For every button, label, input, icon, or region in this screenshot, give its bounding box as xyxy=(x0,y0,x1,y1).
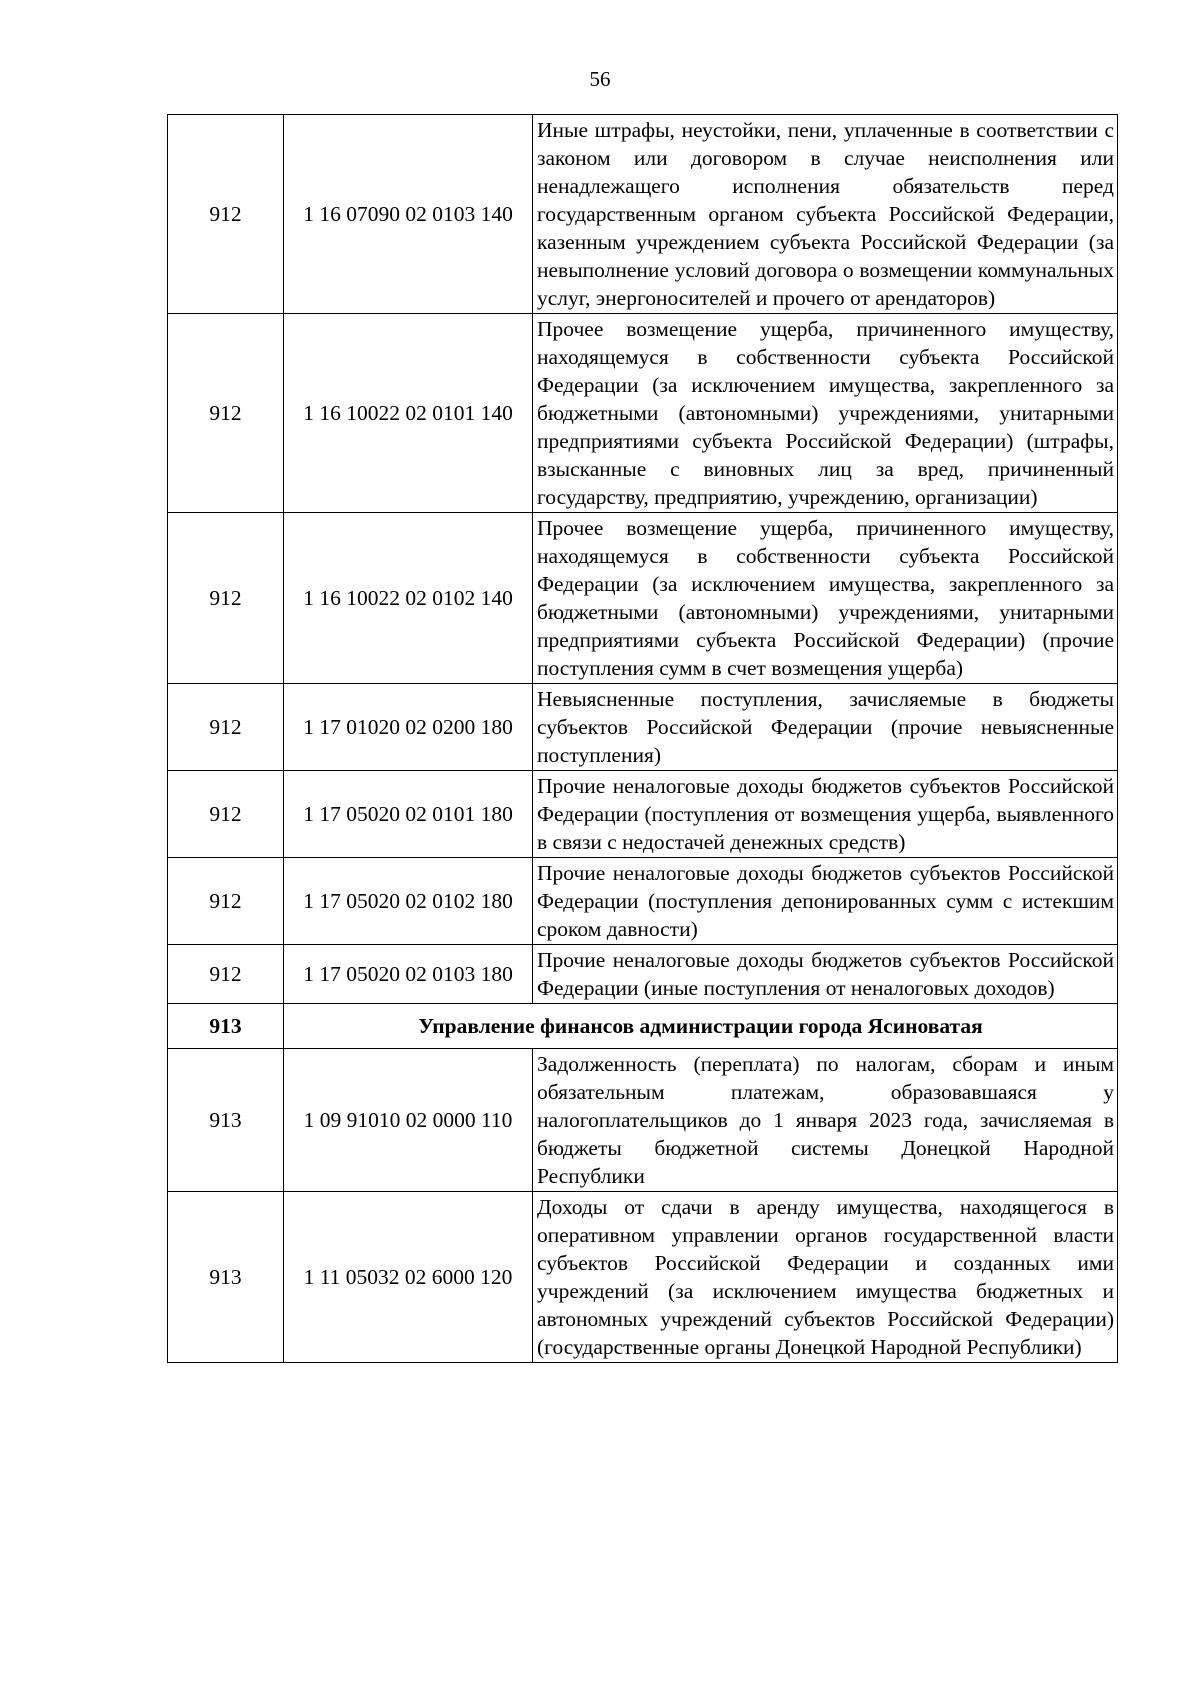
budget-code-cell: 1 16 10022 02 0101 140 xyxy=(284,314,533,513)
table-row xyxy=(168,1192,1118,1363)
admin-code-cell: 912 xyxy=(168,684,284,771)
admin-code-cell: 912 xyxy=(168,314,284,513)
description-cell: Невыясненные поступления, зачисляемые в бюджеты субъектов Российской Федерации (прочие невыясненные поступления) xyxy=(533,684,1118,771)
description-cell: Иные штрафы, неустойки, пени, уплаченные в соответствии с законом или договором в случае неисполнения или ненадлежащего исполнения обязательств перед государственным органом субъекта Российской Федерации, казенным учреждением субъекта Российской Федерации (за невыполнение условий договора о возмещении коммунальных услуг, энергоносителей и прочего от арендаторов) xyxy=(533,115,1118,314)
budget-code-cell: 1 09 91010 02 0000 110 xyxy=(284,1049,533,1192)
table-row xyxy=(168,858,1118,945)
budget-code-cell: 1 11 05032 02 6000 120 xyxy=(284,1192,533,1363)
description-cell: Прочие неналоговые доходы бюджетов субъектов Российской Федерации (поступления от возмещения ущерба, выявленного в связи с недостачей денежных средств) xyxy=(533,771,1118,858)
section-header-row xyxy=(168,1004,1118,1049)
description-cell: Прочее возмещение ущерба, причиненного имуществу, находящемуся в собственности субъекта Российской Федерации (за исключением имущества, закрепленного за бюджетными (автономными) учреждениями, унитарными предприятиями субъекта Российской Федерации) (штрафы, взысканные с виновных лиц за вред, причиненный государству, предприятию, учреждению, организации) xyxy=(533,314,1118,513)
table-row xyxy=(168,771,1118,858)
description-cell: Прочее возмещение ущерба, причиненного имуществу, находящемуся в собственности субъекта Российской Федерации (за исключением имущества, закрепленного за бюджетными (автономными) учреждениями, унитарными предприятиями субъекта Российской Федерации) (прочие поступления сумм в счет возмещения ущерба) xyxy=(533,513,1118,684)
section-admin-code: 913 xyxy=(168,1004,284,1049)
revenue-codes-table xyxy=(167,114,1118,1363)
description-cell: Прочие неналоговые доходы бюджетов субъектов Российской Федерации (иные поступления от неналоговых доходов) xyxy=(533,945,1118,1004)
budget-code-cell: 1 17 05020 02 0102 180 xyxy=(284,858,533,945)
budget-code-cell: 1 16 07090 02 0103 140 xyxy=(284,115,533,314)
description-cell: Задолженность (переплата) по налогам, сборам и иным обязательным платежам, образовавшаяся у налогоплательщиков до 1 января 2023 года, зачисляемая в бюджеты бюджетной системы Донецкой Народной Республики xyxy=(533,1049,1118,1192)
table-row xyxy=(168,513,1118,684)
admin-code-cell: 912 xyxy=(168,858,284,945)
budget-code-cell: 1 16 10022 02 0102 140 xyxy=(284,513,533,684)
budget-code-cell: 1 17 05020 02 0103 180 xyxy=(284,945,533,1004)
description-cell: Доходы от сдачи в аренду имущества, находящегося в оперативном управлении органов государственной власти субъектов Российской Федерации и созданных ими учреждений (за исключением имущества бюджетных и автономных учреждений субъектов Российской Федерации) (государственные органы Донецкой Народной Республики) xyxy=(533,1192,1118,1363)
budget-code-cell: 1 17 05020 02 0101 180 xyxy=(284,771,533,858)
admin-code-cell: 913 xyxy=(168,1049,284,1192)
table-row xyxy=(168,684,1118,771)
admin-code-cell: 912 xyxy=(168,513,284,684)
table-row xyxy=(168,1049,1118,1192)
admin-code-cell: 913 xyxy=(168,1192,284,1363)
admin-code-cell: 912 xyxy=(168,771,284,858)
table-row xyxy=(168,945,1118,1004)
section-title: Управление финансов администрации города Ясиноватая xyxy=(284,1004,1118,1049)
budget-code-cell: 1 17 01020 02 0200 180 xyxy=(284,684,533,771)
table-row xyxy=(168,115,1118,314)
admin-code-cell: 912 xyxy=(168,115,284,314)
table-row xyxy=(168,314,1118,513)
page-number: 56 xyxy=(589,67,611,91)
description-cell: Прочие неналоговые доходы бюджетов субъектов Российской Федерации (поступления депонированных сумм с истекшим сроком давности) xyxy=(533,858,1118,945)
admin-code-cell: 912 xyxy=(168,945,284,1004)
